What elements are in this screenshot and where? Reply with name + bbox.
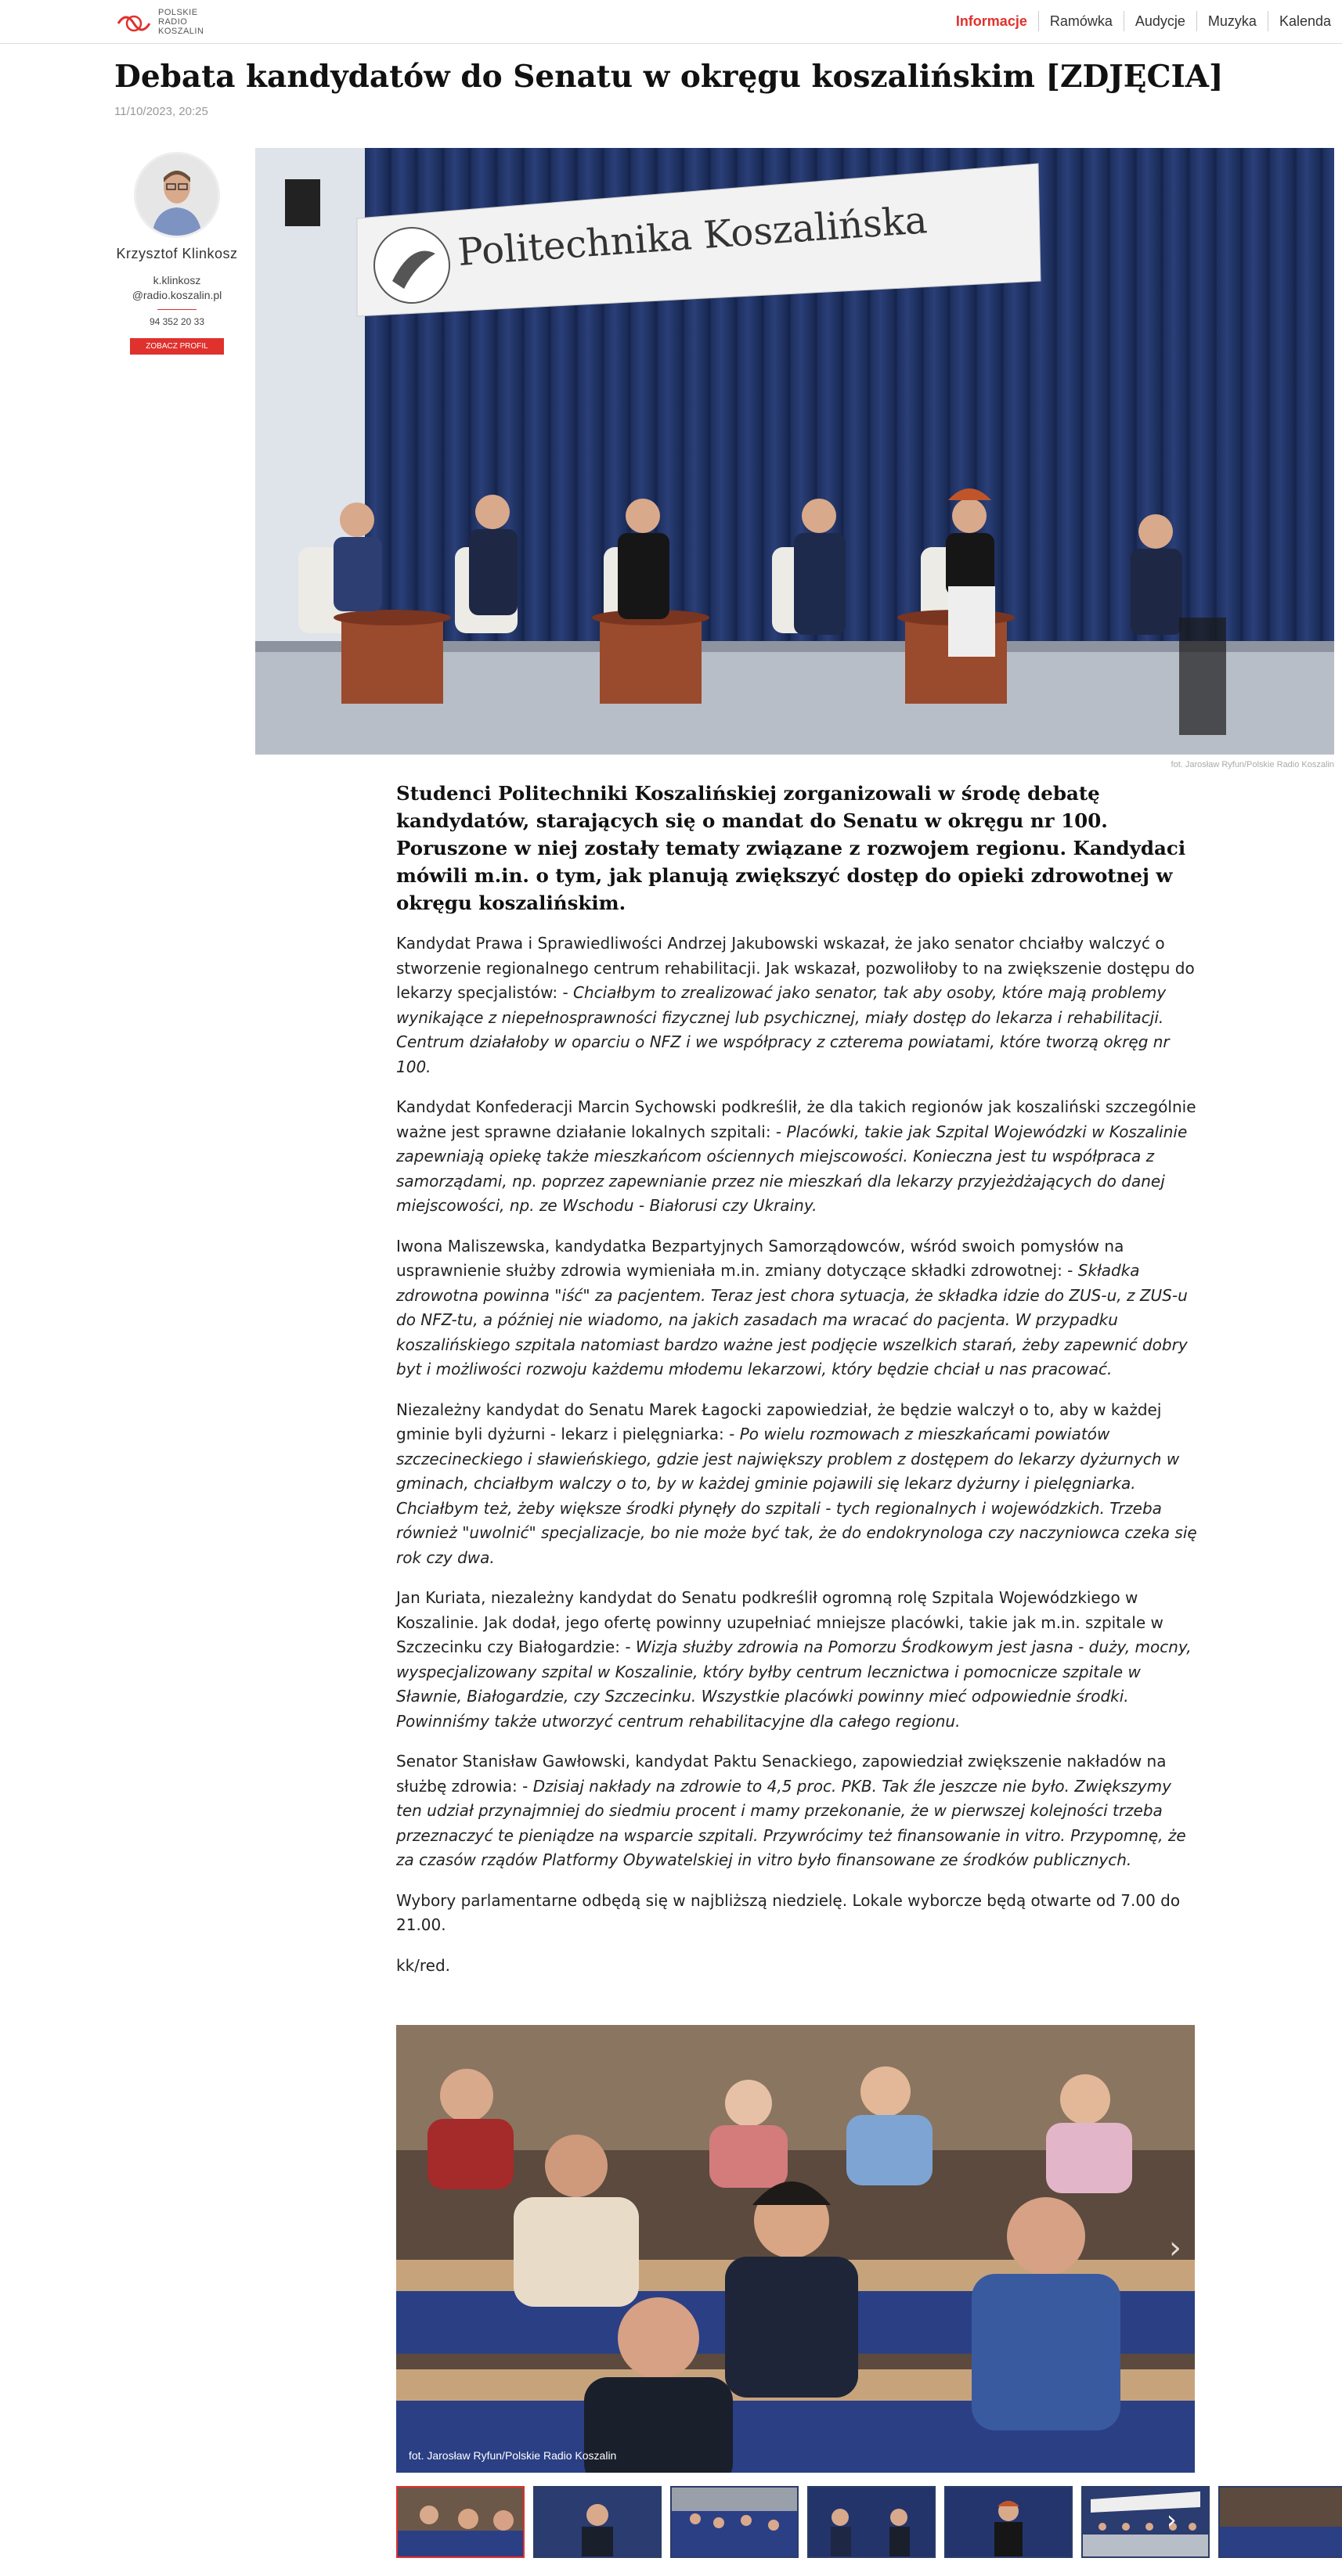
author-box: [114, 152, 240, 355]
nav-item-informacje[interactable]: Informacje: [955, 13, 1027, 29]
nav-item-kalendarz[interactable]: Kalenda: [1268, 11, 1342, 31]
article-title: Debata kandydatów do Senatu w okręgu koszalińskim [ZDJĘCIA]: [114, 59, 1224, 95]
logo-wordmark: POLSKIE RADIO KOSZALIN: [158, 8, 204, 36]
author-name[interactable]: Krzysztof Klinkosz: [116, 246, 238, 261]
banner-text: Politechnika Koszalińska: [456, 198, 929, 275]
gallery-thumbnail[interactable]: [533, 2486, 662, 2558]
gallery-thumbnails: [396, 2486, 1342, 2558]
gallery-thumbnail[interactable]: [1218, 2486, 1342, 2558]
article-lead: Studenci Politechniki Koszalińskiej zorganizowali w środę debatę kandydatów, starających się o mandat do Senatu w okręgu nr 100. Poruszone w niej zostały tematy związane z rozwojem regionu. Kandydaci mówili m.in. o tym, jak planują zwiększyć dostęp do opieki zdrowotnej w okręgu koszalińskim.: [396, 782, 1186, 914]
site-logo[interactable]: [114, 6, 204, 38]
article-paragraph: Kandydat Prawa i Sprawiedliwości Andrzej Jakubowski wskazał, że jako senator chciałby walczyć o stworzenie regionalnego centrum rehabilitacji. Jak wskazał, pozwoliłoby to na zwiększenie dostępu do lekarzy specjalistów: - Chciałbym to zrealizować jako senator, tak aby osoby, które mają problemy wynikające z niepełnosprawności fizycznej lub psychicznej, miały dostęp do lekarza i rehabilitacji. Centrum działałoby w oparciu o NFZ i we współpracy z czterema powiatami, które tworzą okręg nr 100.: [396, 934, 1195, 1076]
gallery-thumbnail[interactable]: [670, 2486, 799, 2558]
thumbnails-next-arrow-icon[interactable]: ›: [1167, 2505, 1177, 2535]
author-phone: 94 352 20 33: [149, 316, 205, 327]
author-divider: [157, 309, 197, 310]
article-paragraph: Jan Kuriata, niezależny kandydat do Senatu podkreślił ogromną rolę Szpitala Wojewódzkiego w Koszalinie. Jak dodał, jego ofertę powinny uzupełniać mniejsze placówki, takie jak m.in. szpitale w Szczecinku czy Białogardzie: - Wizja służby zdrowia na Pomorzu Środkowym jest jasna - duży, mocny, wyspecjalizowany szpital w Koszalinie, który byłby centrum lecznictwa i pomocnicze szpitale w Sławnie, Białogardzie, czy Szczecinku. Wszystkie placówki powinny mieć odpowiednie środki. Powinniśmy także utworzyć centrum rehabilitacyjne dla całego regionu.: [396, 1588, 1192, 1731]
gallery-thumbnail[interactable]: [396, 2486, 525, 2558]
top-navigation-bar: [0, 0, 1342, 44]
audience-photo: [396, 2025, 1195, 2473]
nav-item-ramowka[interactable]: Ramówka: [1038, 11, 1124, 31]
gallery-thumbnail[interactable]: [807, 2486, 936, 2558]
article-paragraph: Kandydat Konfederacji Marcin Sychowski podkreślił, że dla takich regionów jak koszaliński szczególnie ważne jest sprawne działanie lokalnych szpitali: - Placówki, takie jak Szpital Wojewódzki w Koszalinie zapewniają opiekę także mieszkańcom ościennych miejscowości. Konieczna jest tu współpraca z samorządami, np. poprzez zapewnianie przez nie mieszkań dla lekarzy przyjeżdżających do danej miejscowości, np. ze Wschodu - Białorusi czy Ukrainy.: [396, 1097, 1196, 1215]
gallery-thumbnail[interactable]: [944, 2486, 1073, 2558]
article-paragraph: Niezależny kandydat do Senatu Marek Łagocki zapowiedział, że będzie walczył o to, aby w każdej gminie byli dyżurni - lekarz i pielęgniarka: - Po wielu rozmowach z mieszkańcami powiatów szczecineckiego i sławieńskiego, gdzie jest największy problem z dostępem do lekarzy dyżurnych w gminach, chciałbym walczy o to, by w każdej gminie pojawili się lekarz dyżurny i pielęgniarka. Chciałbym też, żeby większe środki płynęły do szpitali - tych regionalnych i wojewódzkich. Trzeba również "uwolnić" specjalizacje, bo nie może być tak, że do endokrynologa czy naczyniowca czeka się rok czy dwa.: [396, 1400, 1197, 1567]
article-body: [396, 931, 1200, 1994]
article-paragraph: Wybory parlamentarne odbędą się w najbliższą niedzielę. Lokale wyborcze będą otwarte od 7.00 do 21.00.: [396, 1890, 1181, 1934]
view-profile-button[interactable]: ZOBACZ PROFIL: [130, 338, 223, 355]
main-nav: [945, 11, 1342, 31]
debate-stage-photo: [255, 148, 1334, 755]
main-photo-caption: fot. Jarosław Ryfun/Polskie Radio Koszalin: [1171, 760, 1334, 769]
gallery-thumbnail[interactable]: [1081, 2486, 1210, 2558]
gallery-photo-caption: fot. Jarosław Ryfun/Polskie Radio Koszalin: [409, 2449, 617, 2462]
article-paragraph: Senator Stanisław Gawłowski, kandydat Paktu Senackiego, zapowiedział zwiększenie nakładów na służbę zdrowia: - Dzisiaj nakłady na zdrowie to 4,5 proc. PKB. Tak źle jeszcze nie było. Zwiększymy ten udział przynajmniej do siedmiu procent i mamy przekonanie, że w pierwszej kolejności trzeba przeznaczyć te pieniądze na wsparcie szpitali. Przywrócimy też finansowanie in vitro. Przypomnę, że za czasów rządów Platformy Obywatelskiej in vitro było finansowane ze środków publicznych.: [396, 1752, 1186, 1869]
author-email[interactable]: k.klinkosz @radio.koszalin.pl: [132, 274, 222, 301]
main-article-photo[interactable]: [255, 148, 1334, 755]
radio-logo-icon: [114, 6, 153, 38]
nav-item-muzyka[interactable]: Muzyka: [1196, 11, 1268, 31]
article-paragraph: Iwona Maliszewska, kandydatka Bezpartyjnych Samorządowców, wśród swoich pomysłów na usprawnienie służby zdrowia wymieniała m.in. zmiany dotyczące składki zdrowotnej: - Składka zdrowotna powinna "iść" za pacjentem. Teraz jest chora sytuacja, że składka idzie do ZUS-u, z ZUS-u do NFZ-tu, a później nie wiadomo, na jakich zasadach ma wracać do pacjenta. W przypadku koszalińskiego szpitala natomiast bardzo ważne jest podjęcie wszelkich starań, żeby zapewnić dobry byt i możliwości rozwoju każdemu młodemu lekarzowi, który będzie chciał u nas pracować.: [396, 1236, 1188, 1378]
article-signature: kk/red.: [396, 1955, 451, 1975]
article-date: 11/10/2023, 20:25: [114, 105, 208, 118]
author-avatar[interactable]: [134, 152, 220, 238]
nav-item-audycje[interactable]: Audycje: [1124, 11, 1196, 31]
gallery-next-arrow-icon[interactable]: ›: [1169, 2230, 1181, 2266]
photo-gallery-main[interactable]: [396, 2025, 1195, 2473]
